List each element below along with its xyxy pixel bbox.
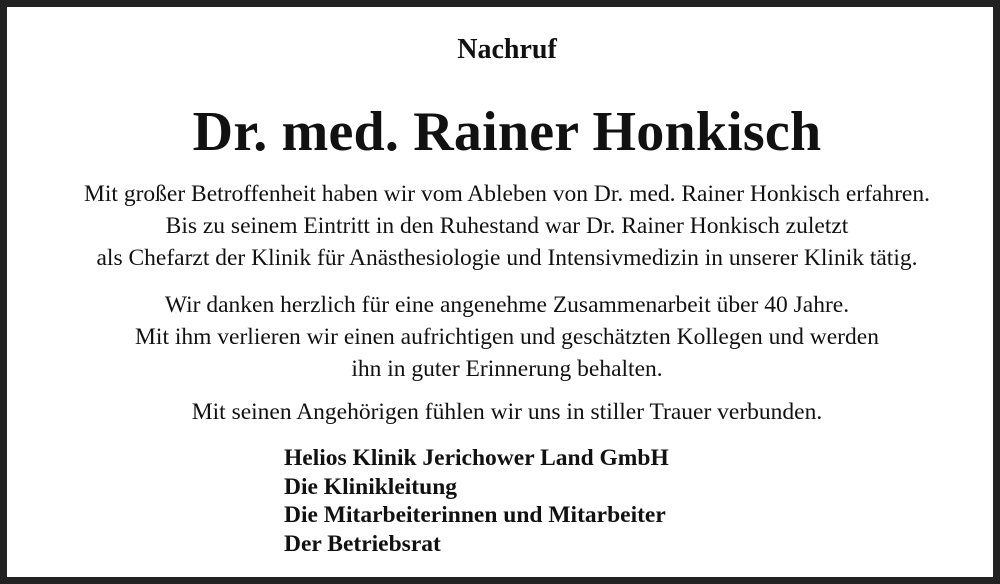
- signers-block: [284, 444, 669, 558]
- condolence-paragraph-3: [7, 396, 1000, 428]
- notice-label: Nachruf: [457, 34, 557, 65]
- deceased-name: Dr. med. Rainer Honkisch: [192, 101, 822, 163]
- condolence-paragraph-2: [7, 289, 1000, 385]
- signer-works-council: Der Betriebsrat: [284, 530, 441, 557]
- signer-management: Die Klinikleitung: [284, 473, 458, 500]
- paragraph-line: als Chefarzt der Klinik für Anästhesiologie und Intensivmedizin in unserer Klinik tätig.: [96, 245, 918, 271]
- condolence-paragraph-1: [7, 178, 1000, 274]
- paragraph-line: Wir danken herzlich für eine angenehme Zusammenarbeit über 40 Jahre.: [164, 292, 850, 318]
- paragraph-line: Mit seinen Angehörigen fühlen wir uns in stiller Trauer verbunden.: [191, 399, 823, 425]
- signer-staff: Die Mitarbeiterinnen und Mitarbeiter: [284, 502, 666, 528]
- paragraph-line: Bis zu seinem Eintritt in den Ruhestand war Dr. Rainer Honkisch zuletzt: [165, 213, 849, 239]
- paragraph-line: Mit großer Betroffenheit haben wir vom Ableben von Dr. med. Rainer Honkisch erfahren.: [84, 181, 930, 207]
- paragraph-line: ihn in guter Erinnerung behalten.: [351, 356, 663, 382]
- signer-organization: Helios Klinik Jerichower Land GmbH: [284, 445, 669, 471]
- paragraph-line: Mit ihm verlieren wir einen aufrichtigen und geschätzten Kollegen und werden: [135, 324, 879, 350]
